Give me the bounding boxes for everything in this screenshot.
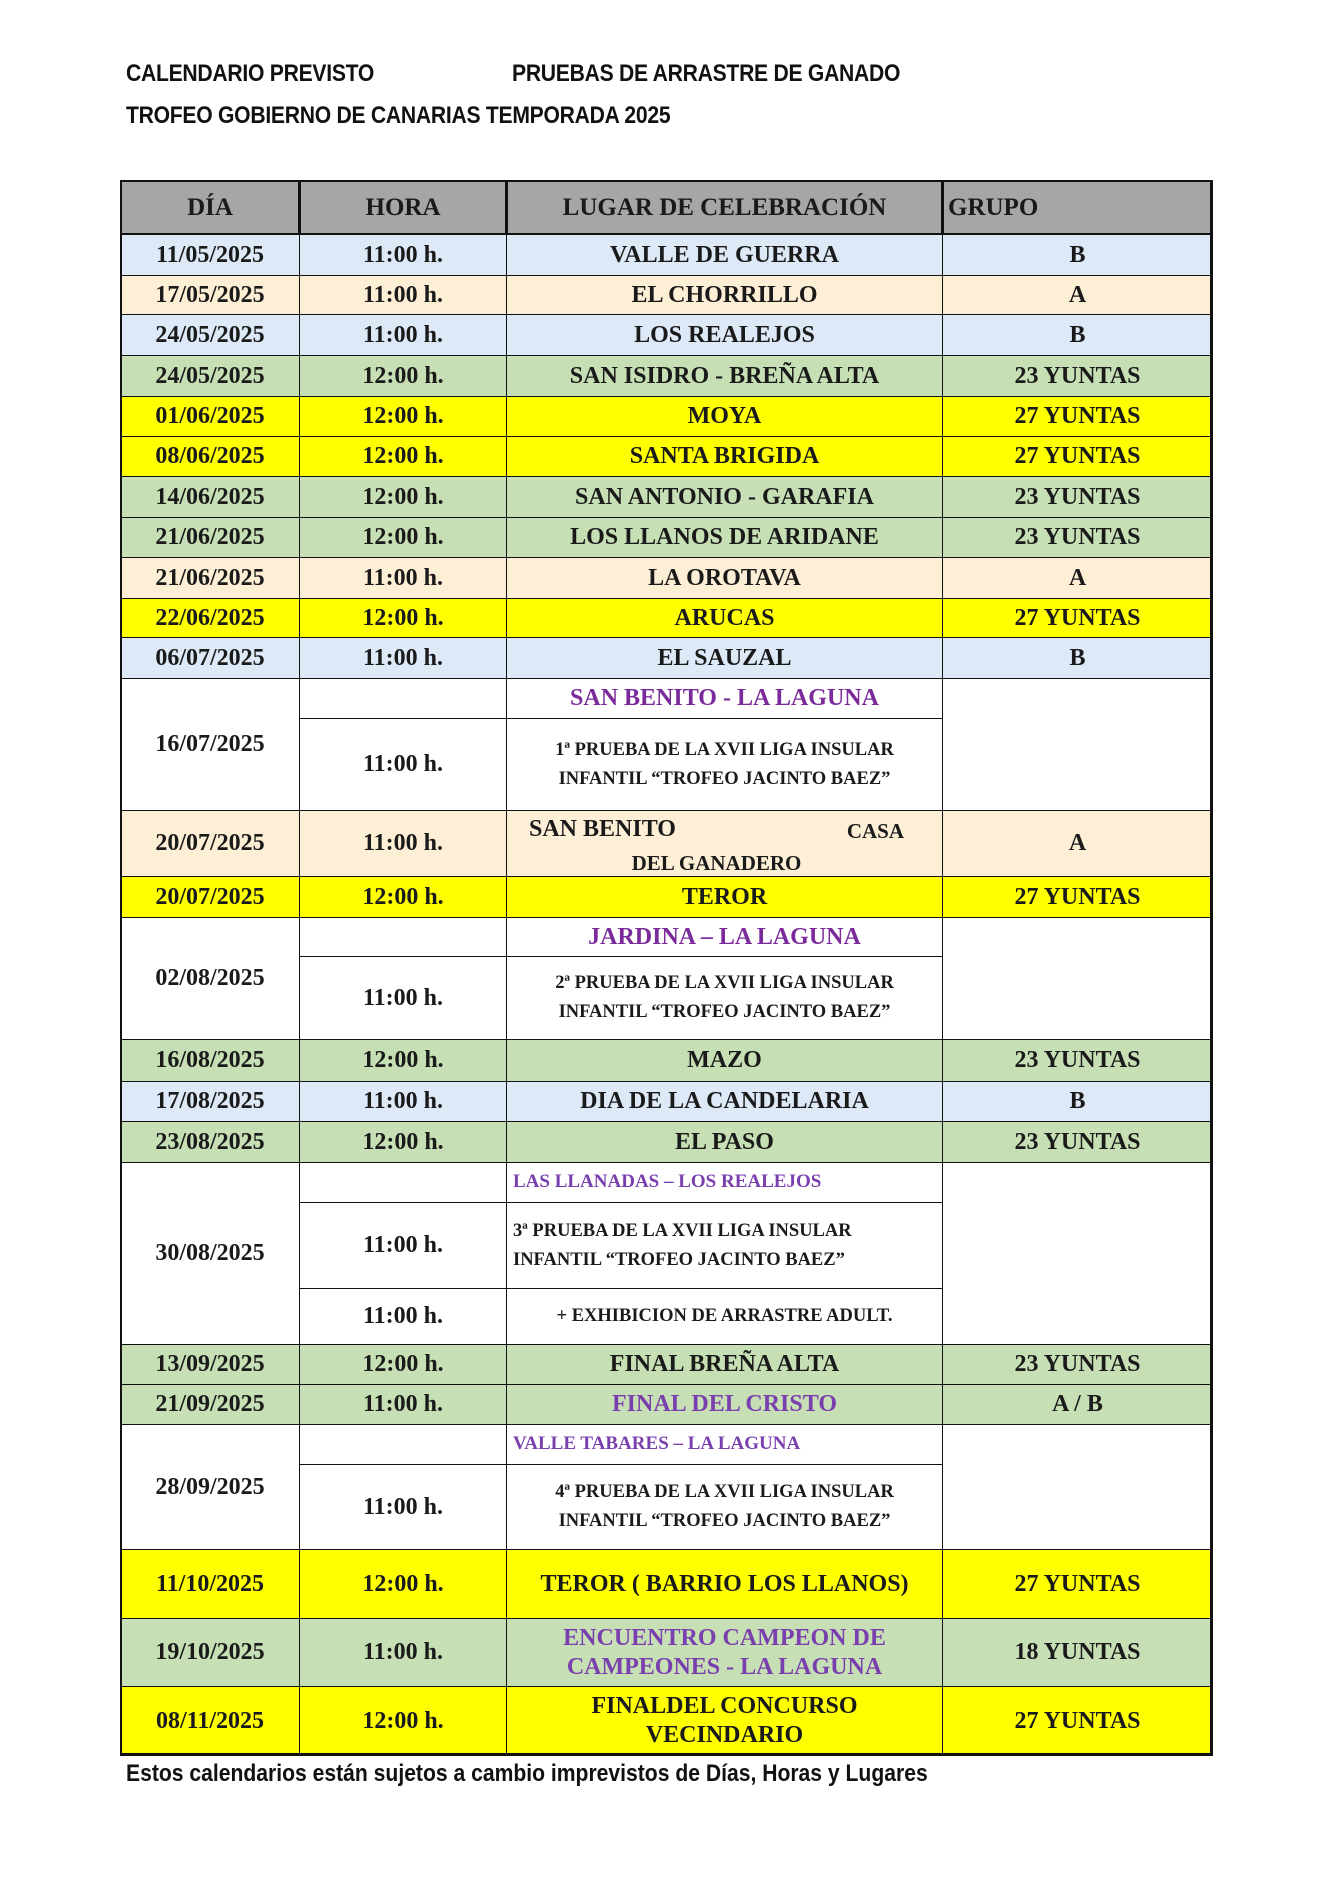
cell-dia: 08/11/2025	[120, 1686, 300, 1756]
cell-lugar: SANTA BRIGIDA	[506, 436, 943, 477]
cell-dia: 16/08/2025	[120, 1039, 300, 1082]
lugar-line-1: FINALDEL CONCURSO	[591, 1693, 858, 1720]
cell-dia: 21/06/2025	[120, 517, 300, 558]
cell-hora: 11:00 h.	[299, 1464, 507, 1550]
cell-dia: 17/08/2025	[120, 1081, 300, 1122]
cell-lugar	[506, 810, 943, 877]
cell-grupo: B	[942, 234, 1213, 276]
cell-dia: 08/06/2025	[120, 436, 300, 477]
cell-hora: 11:00 h.	[299, 557, 507, 599]
cell-hora: 12:00 h.	[299, 517, 507, 558]
event-line-1: 1ª PRUEBA DE LA XVII LIGA INSULAR	[555, 739, 894, 760]
cell-lugar: DIA DE LA CANDELARIA	[506, 1081, 943, 1122]
cell-grupo: A	[942, 275, 1213, 315]
cell-lugar: EL SAUZAL	[506, 637, 943, 679]
cell-hora: 12:00 h.	[299, 598, 507, 638]
cell-dia: 02/08/2025	[120, 917, 300, 1040]
cell-lugar: EL PASO	[506, 1121, 943, 1163]
event-line-2: INFANTIL “TROFEO JACINTO BAEZ”	[558, 1511, 891, 1531]
cell-hora: 12:00 h.	[299, 476, 507, 518]
cell-grupo: B	[942, 1081, 1213, 1122]
cell-hora: 11:00 h.	[299, 275, 507, 315]
cell-grupo: A	[942, 810, 1213, 877]
cell-exhibition: + EXHIBICION DE ARRASTRE ADULT.	[506, 1288, 943, 1345]
cell-hora-empty	[299, 1162, 507, 1203]
cell-dia: 19/10/2025	[120, 1618, 300, 1687]
cell-place: JARDINA – LA LAGUNA	[506, 917, 943, 957]
cell-grupo-empty	[942, 1162, 1213, 1345]
cell-dia: 20/07/2025	[120, 810, 300, 877]
cell-hora-empty	[299, 917, 507, 957]
cell-lugar: LOS REALEJOS	[506, 314, 943, 356]
cell-dia: 20/07/2025	[120, 876, 300, 918]
lugar-part-c: DEL GANADERO	[631, 850, 802, 875]
cell-hora-empty	[299, 1424, 507, 1465]
cell-hora: 12:00 h.	[299, 876, 507, 918]
cell-hora: 12:00 h.	[299, 1121, 507, 1163]
cell-dia: 11/05/2025	[120, 234, 300, 276]
cell-dia: 21/09/2025	[120, 1384, 300, 1425]
cell-hora: 11:00 h.	[299, 1288, 507, 1345]
title-trofeo: TROFEO GOBIERNO DE CANARIAS TEMPORADA 2025	[126, 102, 671, 129]
cell-lugar: FINAL BREÑA ALTA	[506, 1344, 943, 1385]
cell-lugar: TEROR ( BARRIO LOS LLANOS)	[506, 1549, 943, 1619]
cell-place: VALLE TABARES – LA LAGUNA	[506, 1424, 943, 1465]
cell-event	[506, 1202, 943, 1289]
cell-dia: 14/06/2025	[120, 476, 300, 518]
cell-hora: 12:00 h.	[299, 1686, 507, 1756]
event-line-2: INFANTIL “TROFEO JACINTO BAEZ”	[558, 1002, 891, 1022]
cell-lugar: ARUCAS	[506, 598, 943, 638]
cell-lugar	[506, 1686, 943, 1756]
lugar-line-1: ENCUENTRO CAMPEON DE	[563, 1624, 886, 1651]
cell-grupo: 27 YUNTAS	[942, 1549, 1213, 1619]
cell-dia: 24/05/2025	[120, 355, 300, 397]
cell-hora: 11:00 h.	[299, 314, 507, 356]
lugar-part-a: SAN BENITO	[529, 816, 676, 842]
cell-grupo: A / B	[942, 1384, 1213, 1425]
cell-grupo: B	[942, 637, 1213, 679]
cell-grupo: 23 YUNTAS	[942, 1121, 1213, 1163]
cell-hora: 12:00 h.	[299, 1039, 507, 1082]
cell-dia: 06/07/2025	[120, 637, 300, 679]
cell-hora: 12:00 h.	[299, 436, 507, 477]
cell-hora: 11:00 h.	[299, 956, 507, 1040]
cell-hora: 11:00 h.	[299, 234, 507, 276]
cell-lugar	[506, 1618, 943, 1687]
cell-dia: 23/08/2025	[120, 1121, 300, 1163]
cell-lugar: SAN ISIDRO - BREÑA ALTA	[506, 355, 943, 397]
cell-dia: 30/08/2025	[120, 1162, 300, 1345]
cell-grupo-empty	[942, 1424, 1213, 1550]
event-line-2: INFANTIL “TROFEO JACINTO BAEZ”	[558, 768, 891, 789]
cell-lugar: VALLE DE GUERRA	[506, 234, 943, 276]
cell-lugar: MOYA	[506, 396, 943, 437]
cell-hora: 11:00 h.	[299, 1081, 507, 1122]
header-lugar: LUGAR DE CELEBRACIÓN	[506, 180, 943, 235]
cell-grupo: 23 YUNTAS	[942, 476, 1213, 518]
cell-hora: 11:00 h.	[299, 718, 507, 811]
cell-lugar: LOS LLANOS DE ARIDANE	[506, 517, 943, 558]
title-pruebas: PRUEBAS DE ARRASTRE DE GANADO	[512, 60, 901, 87]
cell-hora: 11:00 h.	[299, 637, 507, 679]
cell-place: LAS LLANADAS – LOS REALEJOS	[506, 1162, 943, 1203]
cell-grupo: 18 YUNTAS	[942, 1618, 1213, 1687]
header-dia: DÍA	[120, 180, 300, 235]
cell-hora: 12:00 h.	[299, 1549, 507, 1619]
cell-grupo: 27 YUNTAS	[942, 396, 1213, 437]
cell-grupo: 27 YUNTAS	[942, 876, 1213, 918]
cell-grupo: 23 YUNTAS	[942, 355, 1213, 397]
header-hora: HORA	[299, 180, 507, 235]
cell-dia: 24/05/2025	[120, 314, 300, 356]
cell-grupo: A	[942, 557, 1213, 599]
cell-dia: 16/07/2025	[120, 678, 300, 811]
lugar-part-b: CASA	[846, 819, 904, 843]
cell-event	[506, 718, 943, 811]
cell-grupo: B	[942, 314, 1213, 356]
cell-lugar: TEROR	[506, 876, 943, 918]
cell-grupo: 23 YUNTAS	[942, 1039, 1213, 1082]
cell-place: SAN BENITO - LA LAGUNA	[506, 678, 943, 719]
footer-note: Estos calendarios están sujetos a cambio imprevistos de Días, Horas y Lugares	[126, 1760, 928, 1787]
cell-lugar: FINAL DEL CRISTO	[506, 1384, 943, 1425]
title-calendario: CALENDARIO PREVISTO	[126, 60, 375, 87]
event-line-1: 2ª PRUEBA DE LA XVII LIGA INSULAR	[555, 973, 894, 994]
cell-hora-empty	[299, 678, 507, 719]
cell-grupo-empty	[942, 917, 1213, 1040]
cell-grupo: 23 YUNTAS	[942, 517, 1213, 558]
event-line-2: INFANTIL “TROFEO JACINTO BAEZ”	[513, 1249, 845, 1270]
cell-hora: 11:00 h.	[299, 810, 507, 877]
cell-dia: 17/05/2025	[120, 275, 300, 315]
cell-hora: 12:00 h.	[299, 1344, 507, 1385]
event-line-1: 3ª PRUEBA DE LA XVII LIGA INSULAR	[513, 1220, 852, 1241]
header-grupo: GRUPO	[942, 180, 1213, 235]
cell-lugar: LA OROTAVA	[506, 557, 943, 599]
cell-lugar: MAZO	[506, 1039, 943, 1082]
cell-dia: 28/09/2025	[120, 1424, 300, 1550]
cell-dia: 01/06/2025	[120, 396, 300, 437]
cell-grupo-empty	[942, 678, 1213, 811]
cell-dia: 22/06/2025	[120, 598, 300, 638]
lugar-line-2: CAMPEONES - LA LAGUNA	[566, 1653, 883, 1680]
cell-hora: 11:00 h.	[299, 1618, 507, 1687]
lugar-line-2: VECINDARIO	[645, 1722, 804, 1748]
cell-lugar: EL CHORRILLO	[506, 275, 943, 315]
cell-hora: 11:00 h.	[299, 1202, 507, 1289]
cell-lugar: SAN ANTONIO - GARAFIA	[506, 476, 943, 518]
cell-hora: 11:00 h.	[299, 1384, 507, 1425]
cell-dia: 21/06/2025	[120, 557, 300, 599]
event-line-1: 4ª PRUEBA DE LA XVII LIGA INSULAR	[555, 1482, 894, 1503]
cell-grupo: 23 YUNTAS	[942, 1344, 1213, 1385]
cell-grupo: 27 YUNTAS	[942, 436, 1213, 477]
cell-hora: 12:00 h.	[299, 396, 507, 437]
cell-dia: 13/09/2025	[120, 1344, 300, 1385]
cell-dia: 11/10/2025	[120, 1549, 300, 1619]
cell-grupo: 27 YUNTAS	[942, 1686, 1213, 1756]
cell-event	[506, 1464, 943, 1550]
cell-event	[506, 956, 943, 1040]
cell-grupo: 27 YUNTAS	[942, 598, 1213, 638]
cell-hora: 12:00 h.	[299, 355, 507, 397]
